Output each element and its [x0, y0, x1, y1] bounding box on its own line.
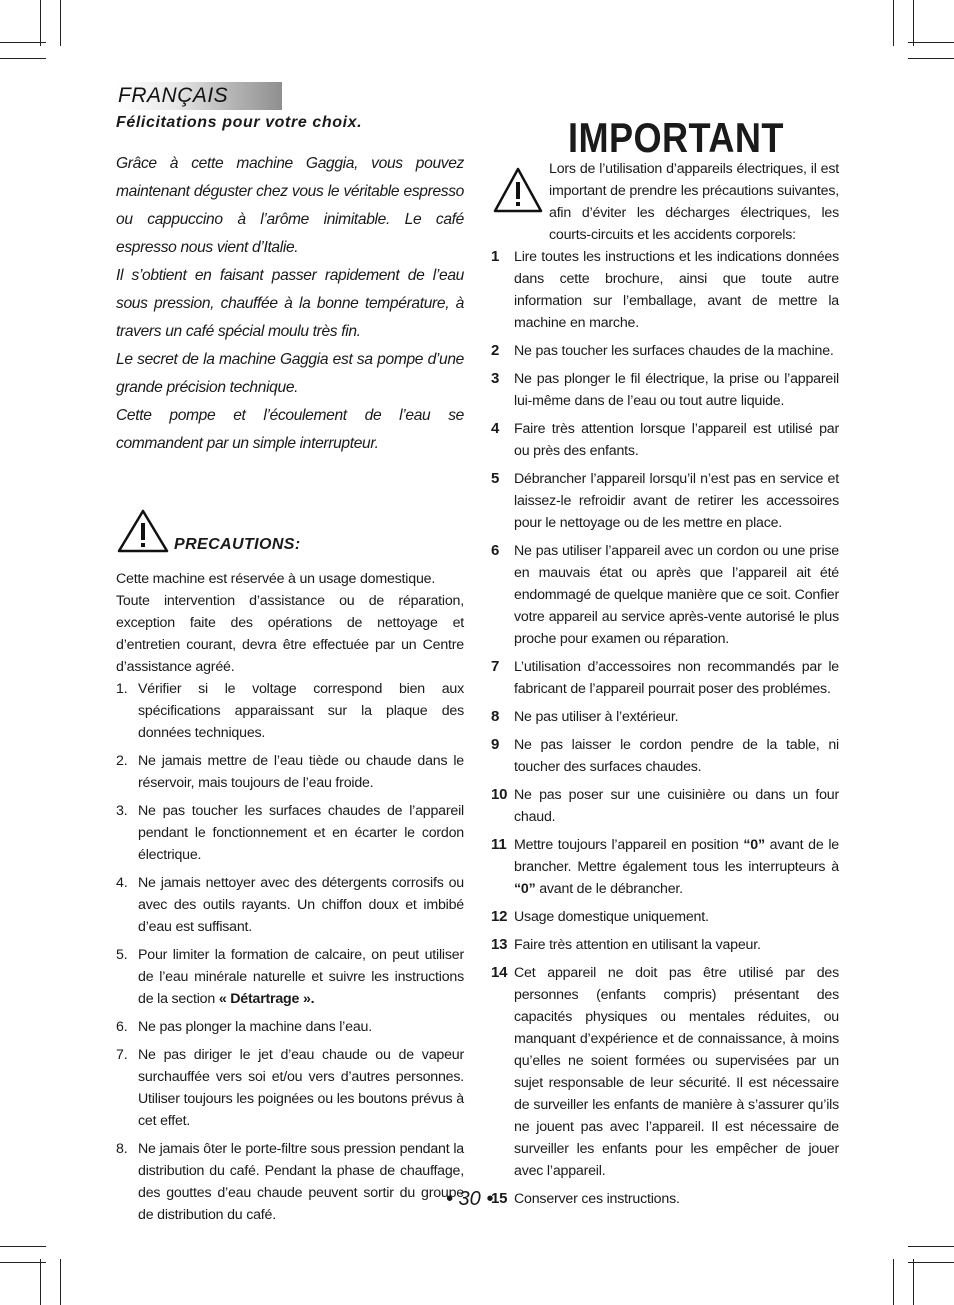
language-label: FRANÇAIS — [118, 84, 229, 107]
crop-mark — [60, 1259, 61, 1305]
crop-mark — [913, 0, 914, 46]
item-number: 11 — [491, 836, 507, 853]
precautions-paragraph: Toute intervention d’assistance ou de réparation, exception faite des opérations de nettoyage et d’entretien courant, devra être effectuée par un Centre d’assistance agréé. — [116, 593, 464, 675]
language-tab — [116, 82, 282, 110]
list-item — [491, 418, 839, 462]
intro-text — [116, 150, 464, 458]
item-number: 10 — [491, 786, 508, 803]
crop-mark — [60, 0, 61, 46]
list-item — [491, 1188, 839, 1210]
item-number: 15 — [491, 1190, 508, 1207]
item-text: Ne jamais mettre de l’eau tiède ou chaude dans le réservoir, mais toujours de l’eau froide. — [138, 753, 464, 791]
list-item — [491, 656, 839, 700]
item-number: 5 — [491, 470, 500, 487]
list-item — [491, 540, 839, 650]
list-item — [116, 1044, 464, 1132]
item-number: 1. — [116, 681, 128, 697]
item-number: 2. — [116, 753, 128, 769]
item-text: Cet appareil ne doit pas être utilisé par des personnes (enfants compris) présentant des capacités physiques ou mentales réduites, ou manquant d’expérience et de connaissance, à moins qu’elles ne soient formées ou supervisées par un sujet responsable de leur sécurité. Il est nécessaire de surveiller les enfants de manière à s’assurer qu’ils ne jouent pas avec l’appareil. Il est nécessaire de surveiller les enfants pour les empêcher de jouer avec l’appareil. — [514, 965, 839, 1179]
important-list — [491, 246, 839, 1216]
item-bold-text: « Détartrage ». — [218, 991, 315, 1007]
item-text: Ne jamais nettoyer avec des détergents corrosifs ou avec des outils rayants. Un chiffon doux et imbibé d’eau est suffisant. — [138, 875, 464, 935]
item-text: Ne pas toucher les surfaces chaudes de l’appareil pendant le fonctionnement et en écarter le cordon électrique. — [138, 803, 464, 863]
list-item — [116, 800, 464, 866]
item-number: 7 — [491, 658, 500, 675]
item-text: Lire toutes les instructions et les indications données dans cette brochure, ainsi que toute autre information sur l’emballage, avant de mettre la machine en marche. — [514, 249, 839, 331]
item-number: 8 — [491, 708, 500, 725]
crop-mark — [908, 1262, 954, 1263]
item-number: 14 — [491, 964, 508, 981]
crop-mark — [893, 0, 894, 46]
item-number: 13 — [491, 936, 508, 953]
precautions-paragraph: Cette machine est réservée à un usage domestique. — [116, 571, 436, 587]
crop-mark — [913, 1259, 914, 1305]
item-number: 5. — [116, 947, 128, 963]
item-number: 6. — [116, 1019, 128, 1035]
warning-icon — [116, 508, 170, 554]
item-number: 4 — [491, 420, 500, 437]
precautions-list — [116, 678, 464, 1232]
list-item — [491, 246, 839, 334]
intro-paragraph: Il s’obtient en faisant passer rapidement de l’eau sous pression, chauffée à la bonne température, à travers un café spécial moulu très fin. — [116, 267, 464, 340]
list-item — [491, 734, 839, 778]
crop-mark — [40, 1259, 41, 1305]
item-text: Ne pas utiliser à l’extérieur. — [514, 709, 679, 725]
item-text: Mettre toujours l’appareil en position — [514, 837, 744, 853]
crop-mark — [908, 42, 954, 43]
list-item — [491, 934, 839, 956]
crop-mark — [0, 42, 46, 43]
crop-mark — [0, 58, 46, 59]
list-item — [491, 906, 839, 928]
list-item — [491, 368, 839, 412]
item-bold-text: “0” — [743, 837, 765, 853]
precautions-intro — [116, 568, 464, 678]
item-text: avant de le débrancher. — [535, 881, 683, 897]
list-item — [491, 962, 839, 1182]
item-number: 3. — [116, 803, 128, 819]
list-item — [491, 784, 839, 828]
congratulations-heading: Félicitations pour votre choix. — [116, 114, 363, 131]
item-text: Faire très attention en utilisant la vapeur. — [514, 937, 761, 953]
list-item — [116, 872, 464, 938]
crop-mark — [908, 1246, 954, 1247]
important-intro: Lors de l’utilisation d’appareils électriques, il est important de prendre les précautions suivantes, afin d’éviter les décharges électriques, les courts-circuits et les accidents corporels: — [549, 161, 839, 243]
list-item — [116, 1138, 464, 1226]
item-text: Ne pas plonger le fil électrique, la prise ou l’appareil lui-même dans de l’eau ou tout autre liquide. — [514, 371, 839, 409]
intro-paragraph: Grâce à cette machine Gaggia, vous pouvez maintenant déguster chez vous le véritable espresso ou cappuccino à l’arôme inimitable. Le café espresso nous vient d’Italie. — [116, 155, 464, 256]
item-text: Conserver ces instructions. — [514, 1191, 680, 1207]
list-item — [116, 750, 464, 794]
item-number: 1 — [491, 248, 500, 265]
item-text: Ne pas utiliser l’appareil avec un cordon ou une prise en mauvais état ou après que l’appareil ait été endommagé de quelque manière que ce soit. Confier votre appareil au service après-vente autorisé le plus proche pour examen ou réparation. — [514, 543, 839, 647]
list-item — [116, 944, 464, 1010]
item-text: Pour limiter la formation de calcaire, on peut utiliser de l’eau minérale naturelle et suivre les instructions de la section — [138, 947, 464, 1007]
item-number: 4. — [116, 875, 128, 891]
warning-icon — [492, 166, 544, 214]
item-number: 9 — [491, 736, 500, 753]
item-number: 7. — [116, 1047, 128, 1063]
precautions-heading — [116, 508, 464, 556]
item-text: avant de le brancher. Mettre également tous les interrupteurs à — [514, 837, 839, 875]
important-title: IMPORTANT — [568, 114, 784, 161]
item-text: Ne pas toucher les surfaces chaudes de la machine. — [514, 343, 834, 359]
item-text: Ne pas poser sur une cuisinière ou dans un four chaud. — [514, 787, 839, 825]
item-number: 12 — [491, 908, 508, 925]
intro-paragraph: Le secret de la machine Gaggia est sa pompe d’une grande précision technique. — [116, 351, 464, 396]
list-item — [116, 678, 464, 744]
item-text: L’utilisation d’accessoires non recommandés par le fabricant de l’appareil pourrait poser des problémes. — [514, 659, 839, 697]
crop-mark — [0, 1262, 46, 1263]
item-number: 2 — [491, 342, 500, 359]
item-text: Usage domestique uniquement. — [514, 909, 709, 925]
crop-mark — [893, 1259, 894, 1305]
item-text: Ne jamais ôter le porte-filtre sous pression pendant la distribution du café. Pendant la phase de chauffage, des gouttes d’eau chaude peuvent sortir du groupe de distribution du café. — [138, 1141, 464, 1223]
item-text: Débrancher l’appareil lorsqu’il n’est pas en service et laissez-le refroidir avant de retirer les accessoires pour le nettoyage ou de les mettre en place. — [514, 471, 839, 531]
intro-paragraph: Cette pompe et l’écoulement de l’eau se commandent par un simple interrupteur. — [116, 407, 464, 452]
item-text: Vérifier si le voltage correspond bien aux spécifications apparaissant sur la plaque des données techniques. — [138, 681, 464, 741]
list-item — [491, 468, 839, 534]
item-number: 3 — [491, 370, 500, 387]
list-item — [116, 1016, 464, 1038]
item-bold-text: “0” — [514, 881, 536, 897]
list-item — [491, 706, 839, 728]
list-item — [491, 834, 839, 900]
item-text: Ne pas diriger le jet d’eau chaude ou de vapeur surchauffée vers soi et/ou vers d’autres personnes. Utiliser toujours les poignées ou les boutons prévus à cet effet. — [138, 1047, 464, 1129]
crop-mark — [908, 58, 954, 59]
page-number: • 30 • — [446, 1188, 494, 1210]
item-text: Faire très attention lorsque l’appareil est utilisé par ou près des enfants. — [514, 421, 839, 459]
crop-mark — [0, 1246, 46, 1247]
item-text: Ne pas plonger la machine dans l’eau. — [138, 1019, 372, 1035]
item-text: Ne pas laisser le cordon pendre de la table, ni toucher des surfaces chaudes. — [514, 737, 839, 775]
crop-mark — [40, 0, 41, 46]
item-number: 6 — [491, 542, 500, 559]
item-number: 8. — [116, 1141, 128, 1157]
precautions-title: PRECAUTIONS: — [174, 536, 301, 553]
list-item — [491, 340, 839, 362]
